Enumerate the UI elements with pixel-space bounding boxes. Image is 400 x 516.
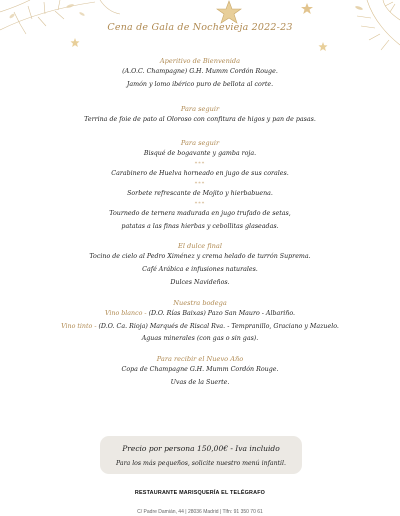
separator: ***	[194, 200, 206, 207]
separator: ***	[194, 161, 206, 168]
restaurant-name: RESTAURANTE MARISQUERÍA EL TELÉGRAFO	[134, 490, 266, 496]
wine-text: (D.O. Ca. Rioja) Marqués de Riscal Rva. - Tempranillo, Graciano y Mazuelo.	[98, 322, 339, 330]
section-title: Aperitivo de Bienvenida	[159, 57, 241, 65]
menu-line: Bisqué de bogavante y gamba roja.	[143, 150, 257, 158]
menu-content	[0, 57, 400, 390]
menu-line: Copa de Champagne G.H. Mumm Cordón Rouge.	[121, 366, 279, 374]
section-title: Para seguir	[180, 139, 220, 148]
kids-menu-note: Para los más pequeños, solicite nuestro menú infantil.	[116, 460, 286, 467]
menu-line: Sorbete refrescante de Mojito y hierbabuena.	[127, 189, 273, 197]
separator: ***	[194, 180, 206, 187]
section-title: El dulce final	[178, 242, 222, 251]
star-icon	[318, 42, 328, 52]
menu-title: Cena de Gala de Nochevieja 2022-23	[107, 22, 293, 33]
menu-line: Dulces Navideños.	[170, 278, 230, 286]
menu-line: Aguas minerales (con gas o sin gas).	[141, 335, 259, 343]
wine-line-white	[0, 308, 400, 321]
price-text: Precio por persona 150,00€ - Iva incluido	[122, 444, 280, 453]
wine-line-red	[0, 321, 400, 334]
menu-line: Carabinero de Huelva horneado en jugo de sus corales.	[111, 170, 289, 178]
restaurant-address: C/ Padre Damián, 44 | 28036 Madrid | Tlfn: 91 350 70 61	[137, 509, 263, 515]
section-title: Nuestra bodega	[173, 298, 227, 307]
menu-line: Jamón y lomo ibérico puro de bellota al corte.	[126, 80, 274, 88]
section-title: Para seguir	[180, 104, 220, 113]
menu-line: patatas a las finas hierbas y cebollitas glaseadas.	[121, 222, 279, 230]
wine-label: Vino tinto -	[61, 322, 97, 330]
wine-label: Vino blanco -	[104, 309, 147, 317]
star-icon	[70, 38, 80, 48]
menu-line: Café Arábica e infusiones naturales.	[142, 266, 258, 274]
menu-line: (A.O.C. Champagne) G.H. Mumm Cordón Rouge.	[122, 68, 278, 75]
menu-line: Terrina de foie de pato al Oloroso con confitura de higos y pan de pasas.	[84, 115, 316, 123]
star-icon	[300, 3, 314, 15]
menu-line: Uvas de la Suerte.	[170, 378, 230, 386]
section-title: Para recibir el Nuevo Año	[156, 355, 244, 364]
wine-text: (D.O. Rías Baixas) Pazo San Mauro - Albariño.	[148, 309, 296, 317]
price-box	[100, 436, 302, 474]
menu-line: Tocino de cielo al Pedro Ximénez y crema helado de turrón Suprema.	[89, 253, 311, 261]
menu-line: Tournedo de ternera madurada en jugo trufado de setas,	[109, 209, 291, 217]
